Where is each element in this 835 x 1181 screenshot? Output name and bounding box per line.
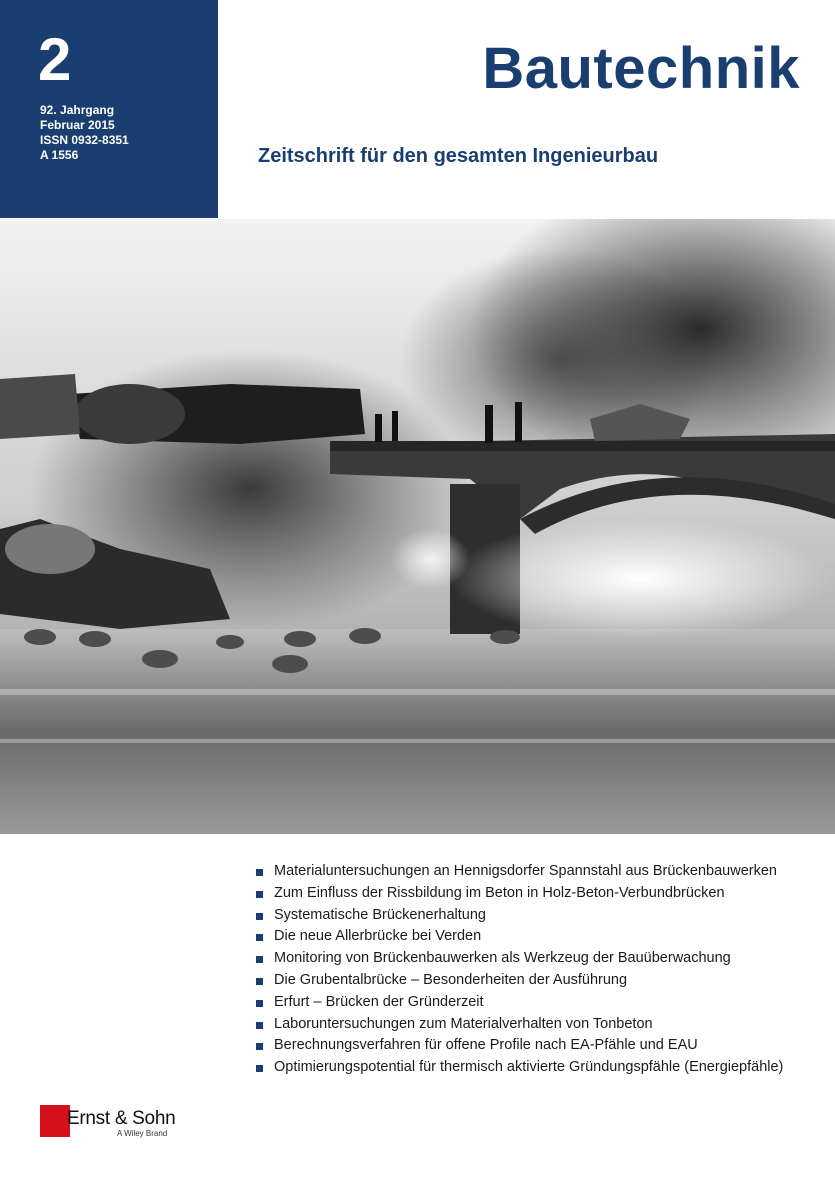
publisher-tagline: A Wiley Brand [117,1129,168,1138]
toc-item[interactable]: Die Grubentalbrücke – Besonderheiten der Ausführung [256,970,783,992]
issue-code: A 1556 [40,148,79,162]
publisher-logo [40,1105,200,1145]
issue-issn: ISSN 0932-8351 [40,133,129,147]
toc-item[interactable]: Die neue Allerbrücke bei Verden [256,926,783,948]
toc-item[interactable]: Laboruntersuchungen zum Materialverhalten von Tonbeton [256,1014,783,1036]
issue-date: Februar 2015 [40,118,115,132]
issue-number: 2 [38,26,72,93]
toc-item[interactable]: Berechnungsverfahren für offene Profile nach EA-Pfähle und EAU [256,1035,783,1057]
journal-title: Bautechnik [482,36,800,101]
toc-item[interactable]: Erfurt – Brücken der Gründerzeit [256,992,783,1014]
issue-info-box [0,0,218,218]
issue-meta [40,103,129,163]
publisher-logo-square-icon [40,1105,70,1137]
toc-item[interactable]: Systematische Brückenerhaltung [256,905,783,927]
toc-item[interactable]: Zum Einfluss der Rissbildung im Beton in Holz-Beton-Verbundbrücken [256,883,783,905]
issue-volume: 92. Jahrgang [40,103,115,117]
journal-subtitle: Zeitschrift für den gesamten Ingenieurbau [258,145,659,167]
table-of-contents [256,861,783,1079]
toc-item[interactable]: Optimierungspotential für thermisch aktivierte Gründungspfähle (Energiepfähle) [256,1057,783,1079]
toc-item[interactable]: Materialuntersuchungen an Hennigsdorfer Spannstahl aus Brückenbauwerken [256,861,783,883]
cover-photo-bridge-fire [0,219,835,834]
toc-item[interactable]: Monitoring von Brückenbauwerken als Werkzeug der Bauüberwachung [256,948,783,970]
publisher-name: Ernst & Sohn [67,1108,176,1129]
